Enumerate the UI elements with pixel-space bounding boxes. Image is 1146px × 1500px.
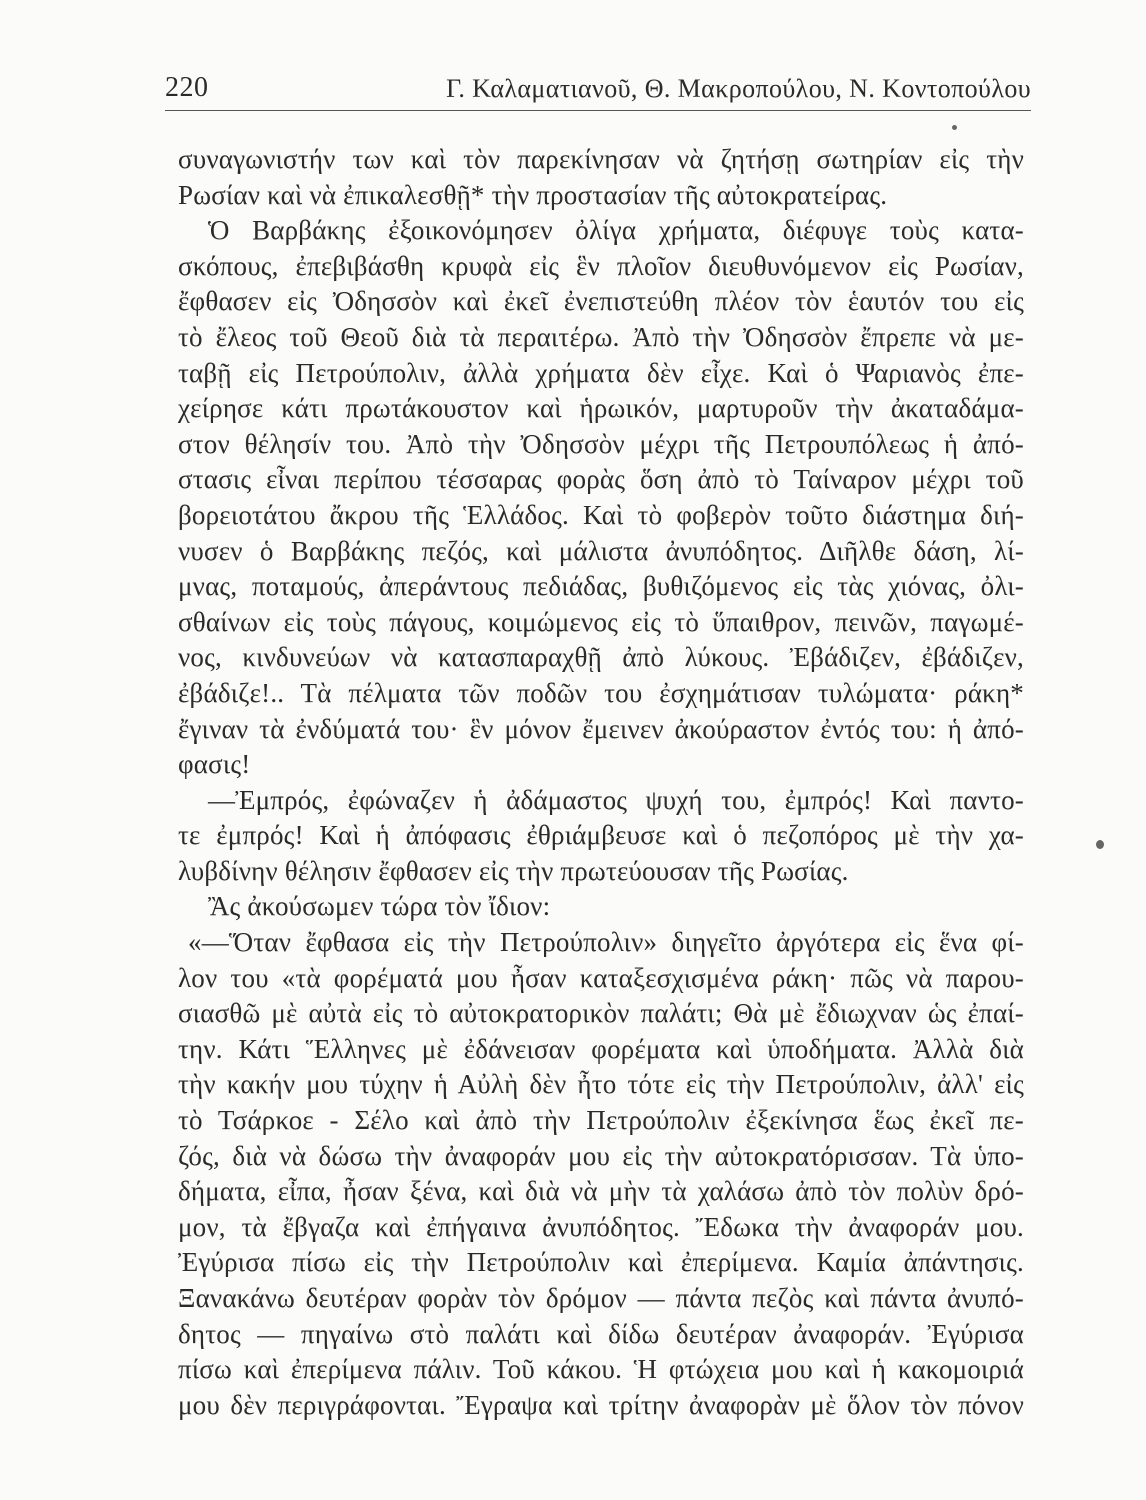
text-line: τὸ ἔλεος τοῦ Θεοῦ διὰ τὰ περαιτέρω. Ἀπὸ τὴν Ὀδησσὸν ἔπρεπε νὰ με- — [178, 321, 1024, 352]
text-line: ἔφθασεν εἰς Ὀδησσὸν καὶ ἐκεῖ ἐνεπιστεύθη πλέον τὸν ἑαυτόν του εἰς — [178, 286, 1024, 317]
text-line: Ὁ Βαρβάκης ἐξοικονόμησεν ὀλίγα χρήματα, διέφυγε τοὺς κατα- — [208, 215, 1024, 246]
text-line: μνας, ποταμούς, ἀπεράντους πεδιάδας, βυθιζόμενος εἰς τὰς χιόνας, ὀλι- — [178, 571, 1024, 602]
text-line: δητος — πηγαίνω στὸ παλάτι καὶ δίδω δευτέραν ἀναφοράν. Ἐγύρισα — [178, 1318, 1024, 1349]
text-line: πίσω καὶ ἐπερίμενα πάλιν. Τοῦ κάκου. Ἡ φτώχεια μου καὶ ἡ κακομοιριά — [178, 1354, 1024, 1385]
text-line: τε ἐμπρός! Καὶ ἡ ἀπόφασις ἐθριάμβευσε καὶ ὁ πεζοπόρος μὲ τὴν χα- — [178, 820, 1024, 851]
text-line: λυβδίνην θέλησιν ἔφθασεν εἰς τὴν πρωτεύουσαν τῆς Ρωσίας. — [178, 855, 849, 886]
text-line: την. Κάτι Ἕλληνες μὲ ἐδάνεισαν φορέματα καὶ ὑποδήματα. Ἀλλὰ διὰ — [178, 1033, 1024, 1064]
text-line: Ρωσίαν καὶ νὰ ἐπικαλεσθῇ* τὴν προστασίαν τῆς αὐτοκρατείρας. — [178, 179, 888, 210]
text-line: στον θέλησίν του. Ἀπὸ τὴν Ὀδησσὸν μέχρι τῆς Πετρουπόλεως ἡ ἀπό- — [178, 428, 1024, 459]
text-line: συναγωνιστήν των καὶ τὸν παρεκίνησαν νὰ ζητήσῃ σωτηρίαν εἰς τὴν — [178, 144, 1024, 174]
text-line: νυσεν ὁ Βαρβάκης πεζός, καὶ μάλιστα ἀνυπόδητος. Διῆλθε δάση, λί- — [178, 535, 1024, 566]
page-header — [165, 66, 1031, 111]
text-line: ἔγιναν τὰ ἐνδύματά του· ἓν μόνον ἔμεινεν ἀκούραστον ἐντός του: ἡ ἀπό- — [178, 713, 1024, 744]
text-line: βορειοτάτου ἄκρου τῆς Ἑλλάδος. Καὶ τὸ φοβερὸν τοῦτο διάστημα διή- — [178, 499, 1024, 530]
text-line: μον, τὰ ἔβγαζα καὶ ἐπήγαινα ἀνυπόδητος. Ἔδωκα τὴν ἀναφοράν μου. — [178, 1211, 1024, 1242]
text-line: ἐβάδιζε!.. Τὰ πέλματα τῶν ποδῶν του ἐσχημάτισαν τυλώματα· ράκη* — [178, 677, 1024, 708]
scan-speck — [1096, 840, 1104, 849]
text-line — [178, 1423, 1024, 1459]
text-line: Ἐγύρισα πίσω εἰς τὴν Πετρούπολιν καὶ ἐπερίμενα. Καμία ἀπάντησις. — [178, 1247, 1024, 1278]
text-line: σιασθῶ μὲ αὐτὰ εἰς τὸ αὐτοκρατορικὸν παλάτι; Θὰ μὲ ἔδιωχναν ὡς ἐπαί- — [178, 998, 1024, 1029]
text-line: χείρησε κάτι πρωτάκουστον καὶ ἡρωικόν, μαρτυροῦν τὴν ἀκαταδάμα- — [178, 393, 1024, 424]
text-line: «—Ὅταν ἔφθασα εἰς τὴν Πετρούπολιν» διηγεῖτο ἀργότερα εἰς ἕνα φί- — [188, 927, 1024, 958]
text-line: τὸ Τσάρκοε - Σέλο καὶ ἀπὸ τὴν Πετρούπολιν ἐξεκίνησα ἕως ἐκεῖ πε- — [178, 1105, 1024, 1136]
running-title: Γ. Καλαματιανοῦ, Θ. Μακροπούλου, Ν. Κοντοπούλου — [446, 74, 1031, 103]
text-line: σθαίνων εἰς τοὺς πάγους, κοιμώμενος εἰς τὸ ὕπαιθρον, πεινῶν, παγωμέ- — [178, 606, 1024, 637]
text-line: μου δὲν περιγράφονται. Ἔγραψα καὶ τρίτην ἀναφορὰν μὲ ὅλον τὸν πόνον — [178, 1389, 1024, 1420]
text-line: Ἂς ἀκούσωμεν τώρα τὸν ἴδιον: — [208, 891, 551, 922]
text-line: φασις! — [178, 749, 251, 780]
text-line: τὴν κακήν μου τύχην ἡ Αὐλὴ δὲν ἦτο τότε εἰς τὴν Πετρούπολιν, ἀλλ' εἰς — [178, 1069, 1024, 1100]
text-line: στασις εἶναι περίπου τέσσαρας φορὰς ὅση ἀπὸ τὸ Ταίναρον μέχρι τοῦ — [178, 464, 1024, 495]
text-line: ταβῇ εἰς Πετρούπολιν, ἀλλὰ χρήματα δὲν εἶχε. Καὶ ὁ Ψαριανὸς ἐπε- — [178, 357, 1024, 388]
body-text — [178, 142, 1024, 1459]
text-line: Ξανακάνω δευτέραν φορὰν τὸν δρόμον — πάντα πεζὸς καὶ πάντα ἀνυπό- — [178, 1283, 1024, 1313]
text-line: ζός, διὰ νὰ δώσω τὴν ἀναφοράν μου εἰς τὴν αὐτοκρατόρισσαν. Τὰ ὑπο- — [178, 1140, 1024, 1171]
text-line: νος, κινδυνεύων νὰ κατασπαραχθῇ ἀπὸ λύκους. Ἐβάδιζεν, ἐβάδιζεν, — [178, 642, 1024, 673]
page-number: 220 — [165, 72, 209, 103]
text-line: δήματα, εἶπα, ἦσαν ξένα, καὶ διὰ νὰ μὴν τὰ χαλάσω ἀπὸ τὸν πολὺν δρό- — [178, 1176, 1024, 1207]
text-line: λον του «τὰ φορέματά μου ἦσαν καταξεσχισμένα ράκη· πῶς νὰ παρου- — [178, 962, 1024, 993]
text-line: —Ἐμπρός, ἐφώναζεν ἡ ἀδάμαστος ψυχή του, ἐμπρός! Καὶ παντο- — [208, 784, 1024, 815]
scan-speck — [952, 125, 957, 130]
text-line: σκόπους, ἐπεβιβάσθη κρυφὰ εἰς ἓν πλοῖον διευθυνόμενον εἰς Ρωσίαν, — [178, 250, 1024, 281]
